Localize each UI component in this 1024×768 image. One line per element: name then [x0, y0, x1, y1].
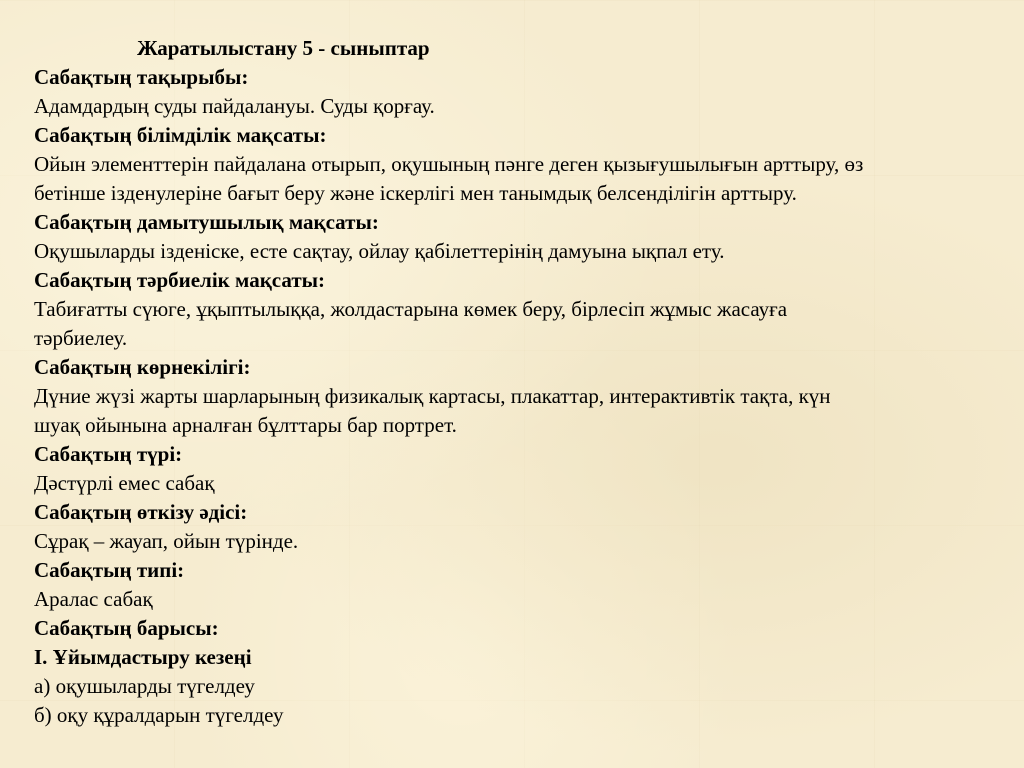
stage-heading: І. Ұйымдастыру кезеңі: [34, 645, 252, 669]
text-developmental-goal: Оқушыларды ізденіске, есте сақтау, ойлау қабілеттерінің дамуына ықпал ету.: [34, 239, 725, 263]
heading-upbringing-goal: Сабақтың тәрбиелік мақсаты:: [34, 268, 326, 292]
text-upbringing-goal-line-2: тәрбиелеу.: [34, 326, 128, 350]
text-educational-goal-line-2: бетінше ізденулеріне бағыт беру және іскерлігі мен танымдық белсенділігін арттыру.: [34, 181, 797, 205]
heading-topic: Сабақтың тақырыбы:: [34, 65, 249, 89]
text-educational-goal-line-1: Ойын элементтерін пайдалана отырып, оқушының пәнге деген қызығушылығын арттыру, өз: [34, 152, 864, 176]
text-method: Сұрақ – жауап, ойын түрінде.: [34, 529, 299, 553]
heading-developmental-goal: Сабақтың дамытушылық мақсаты:: [34, 210, 379, 234]
heading-method: Сабақтың өткізу әдісі:: [34, 500, 248, 524]
text-lesson-type: Аралас сабақ: [34, 587, 153, 611]
heading-lesson-type: Сабақтың типі:: [34, 558, 185, 582]
heading-visual-aids: Сабақтың көрнекілігі:: [34, 355, 251, 379]
stage-item-1: а) оқушыларды түгелдеу: [34, 674, 255, 698]
slide-title: Жаратылыстану 5 - сыныптар: [137, 36, 430, 60]
text-upbringing-goal-line-1: Табиғатты сүюге, ұқыптылыққа, жолдастарына көмек беру, бірлесіп жұмыс жасауға: [34, 297, 788, 321]
text-lesson-kind: Дәстүрлі емес сабақ: [34, 471, 215, 495]
heading-lesson-kind: Сабақтың түрі:: [34, 442, 183, 466]
heading-educational-goal: Сабақтың білімділік мақсаты:: [34, 123, 327, 147]
text-topic: Адамдардың суды пайдалануы. Суды қорғау.: [34, 94, 435, 118]
text-visual-aids-line-2: шуақ ойынына арналған бұлттары бар портрет.: [34, 413, 457, 437]
text-visual-aids-line-1: Дүние жүзі жарты шарларының физикалық картасы, плакаттар, интерактивтік тақта, күн: [34, 384, 831, 408]
stage-item-2: б) оқу құралдарын түгелдеу: [34, 703, 284, 727]
heading-lesson-flow: Сабақтың барысы:: [34, 616, 219, 640]
slide-content: [34, 34, 994, 730]
